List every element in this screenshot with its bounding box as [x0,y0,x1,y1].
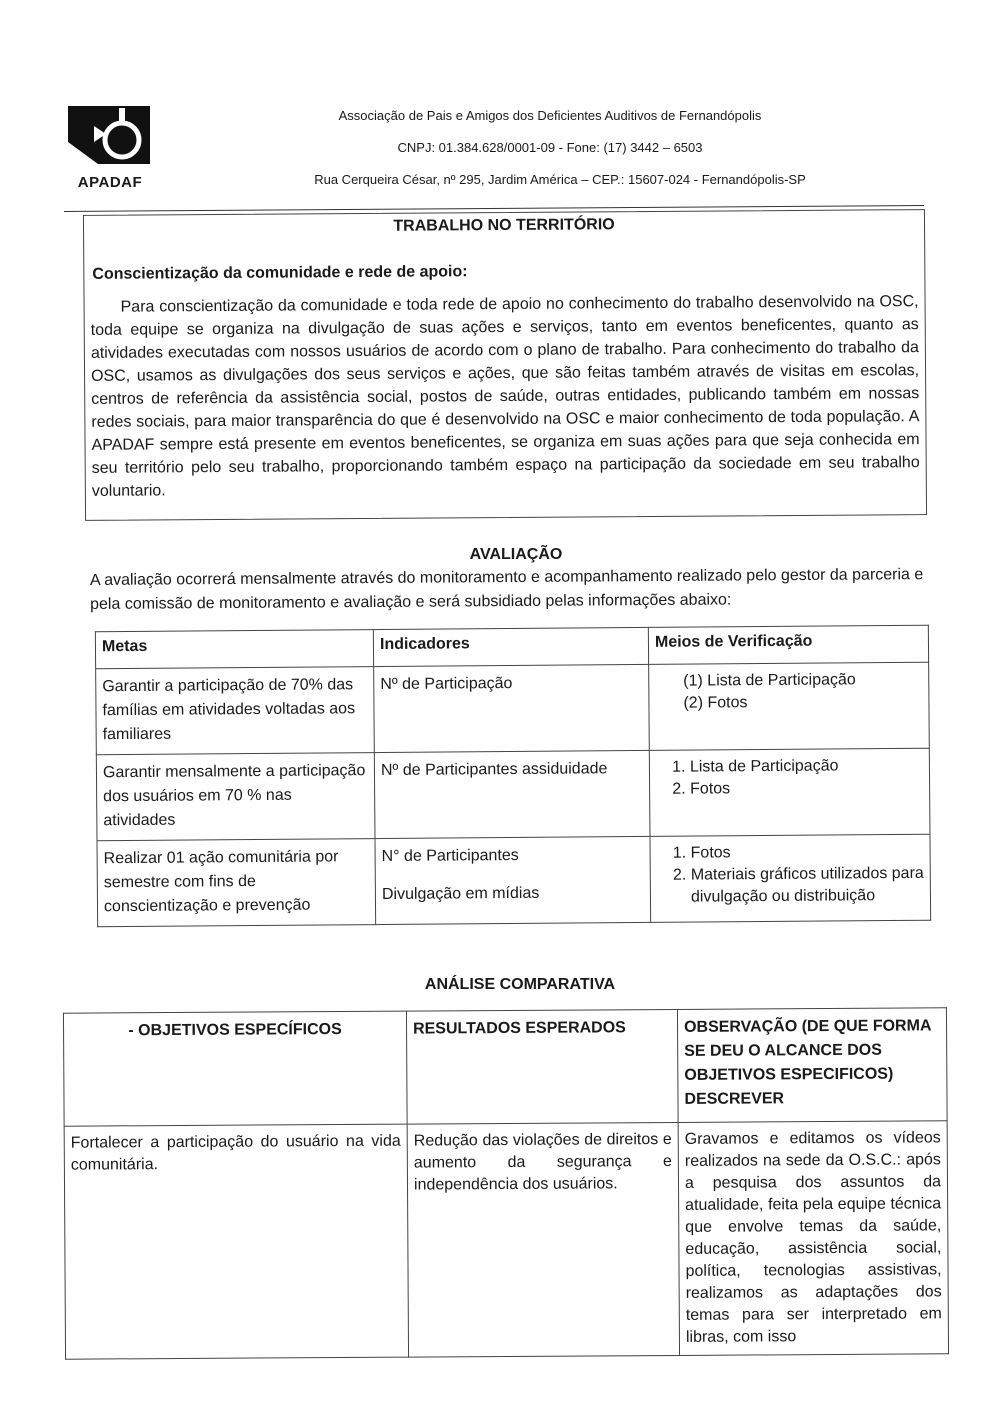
address: Rua Cerqueira César, nº 295, Jardim América – CEP.: 15607-024 - Fernandópolis-SP [314,172,806,187]
territorio-subtitle: Conscientização da comunidade e rede de apoio: [92,263,468,283]
comparativa-title: ANÁLISE COMPARATIVA [424,976,616,993]
list-item: (1) Lista de Participação [683,671,856,690]
list-item: 2. Materiais gráficos utilizados para divulgação ou distribuição [691,863,924,909]
indicador-cell [375,836,651,924]
list-item: 1. Fotos [691,841,924,865]
list-item: 1. Lista de Participação [690,755,923,779]
meios-cell [649,748,930,836]
territorio-title: TRABALHO NO TERRITÓRIO [393,216,615,235]
header-metas: Metas [95,630,373,669]
header-meios: Meios de Verificação [648,625,928,664]
meios-cell [649,662,930,750]
avaliacao-intro: A avaliação ocorrerá mensalmente através do monitoramento e acompanhamento realizado pelo gestor da parceria e pela comissão de monitoramento e avaliação e será subsidiado pelas informações abaixo: [89,566,924,613]
header-observacao: OBSERVAÇÃO (DE QUE FORMA SE DEU O ALCANCE DOS OBJETIVOS ESPECIFICOS) DESCREVER [677,1008,947,1123]
table-row [96,662,930,755]
meios-cell [650,834,931,922]
header-objetivos: - OBJETIVOS ESPECÍFICOS [63,1011,407,1126]
objetivo-cell: Fortalecer a participação do usuário na vida comunitária. [64,1124,408,1359]
header-resultados: RESULTADOS ESPERADOS [406,1009,678,1124]
avaliacao-table [95,625,931,928]
table-row [97,834,931,927]
org-name: Associação de Pais e Amigos dos Deficientes Auditivos de Fernandópolis [338,108,762,123]
list-item: (2) Fotos [683,694,748,712]
meta-cell: Garantir mensalmente a participação dos usuários em 70 % nas atividades [96,753,375,841]
table-row [64,1121,948,1359]
indicador-line: Divulgação em mídias [381,884,540,904]
indicador-cell: Nº de Participantes assiduidade [374,750,650,838]
avaliacao-title: AVALIAÇÃO [469,546,563,563]
list-item: 2. Fotos [690,777,923,801]
logo-text: APADAF [77,174,143,191]
comparativa-table [63,1007,949,1359]
header-indicadores: Indicadores [373,627,648,666]
table-header-row [63,1008,947,1126]
indicador-line: N° de Participantes [381,846,519,866]
table-row [96,748,930,841]
cnpj-phone: CNPJ: 01.384.628/0001-09 - Fone: (17) 3442 – 6503 [397,140,703,155]
meta-cell: Realizar 01 ação comunitária por semestre com fins de conscientização e prevenção [97,839,376,927]
indicador-cell: Nº de Participação [374,664,650,752]
apadaf-logo [64,104,156,192]
meta-cell: Garantir a participação de 70% das famílias em atividades voltadas aos familiares [96,667,375,755]
logo-ear-icon [64,104,156,176]
observacao-cell: Gravamos e editamos os vídeos realizados na sede da O.S.C.: após a pesquisa dos assuntos da atualidade, feita pela equipe técnica que envolve temas da saúde, educação, assistência social, política, tecnologias assistivas, realizamos as adaptações dos temas para ser interpretado em libras, com isso [678,1121,948,1356]
resultado-cell: Redução das violações de direitos e aumento da segurança e independência dos usuários. [407,1122,679,1357]
territorio-box [83,209,927,521]
territorio-paragraph: Para conscientização da comunidade e toda rede de apoio no conhecimento do trabalho desenvolvido na OSC, toda equipe se organiza na divulgação de suas ações e serviços, tanto em eventos beneficentes, quanto as atividades executadas com nossos usuários de acordo com o plano de trabalho. Para conhecimento do trabalho da OSC, usamos as divulgações dos seus serviços e ações, que são feitas também através de visitas em escolas, centros de referência da assistência social, postos de saúde, outras entidades, publicando também em nossas redes sociais, para maior transparência do que é desenvolvido na OSC e maior conhecimento de toda população. A APADAF sempre está presente em eventos beneficentes, se organiza em suas ações para que seja conhecida em seu território pelo seu trabalho, proporcionando também espaço na participação da sociedade em seu trabalho voluntario. [90,293,920,500]
